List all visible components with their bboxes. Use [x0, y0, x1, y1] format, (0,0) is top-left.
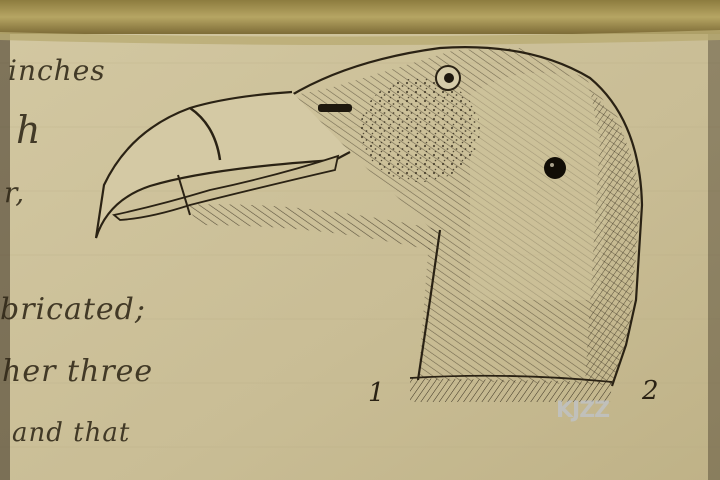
script-line-2: h — [16, 108, 42, 152]
station-watermark: KJZZ — [556, 398, 610, 423]
label-left: 1 — [368, 378, 385, 408]
label-right: 2 — [642, 376, 659, 406]
script-line-4: bricated; — [0, 292, 146, 327]
script-line-5: her three — [2, 354, 154, 389]
script-line-6: and that — [12, 418, 131, 448]
notebook-binding — [0, 0, 720, 34]
script-line-3: r, — [4, 176, 26, 209]
script-line-1: inches — [8, 54, 106, 87]
right-edge — [708, 0, 720, 480]
